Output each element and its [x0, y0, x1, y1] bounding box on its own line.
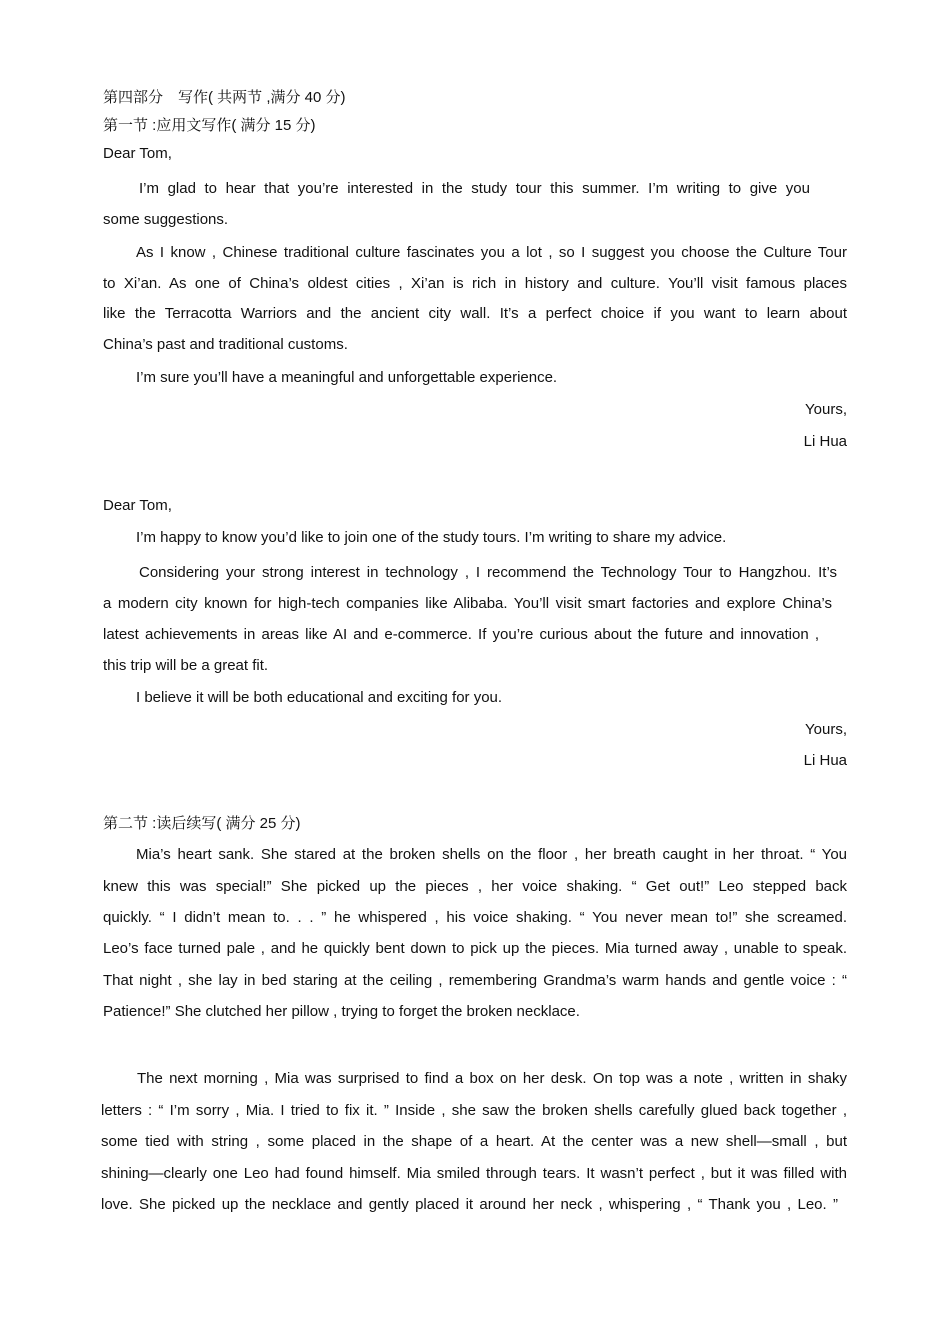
story-para1-line: quickly. “ I didn’t mean to. . . ” he whispered , his voice shaking. “ You never mean to!” she screamed. — [103, 909, 847, 926]
story-para2-line: some tied with string , some placed in the shape of a heart. At the center was a new shell—small , but — [101, 1133, 847, 1150]
letter2-line: I’m happy to know you’d like to join one of the study tours. I’m writing to share my advice. — [136, 529, 727, 546]
letter1-line: to Xi’an. As one of China’s oldest cities , Xi’an is rich in history and culture. You’ll visit famous places — [103, 275, 847, 292]
letter1-signature: Li Hua — [803, 433, 847, 450]
letter1-line: some suggestions. — [103, 211, 229, 228]
story-para1-line: knew this was special!” She picked up the pieces , her voice shaking. “ Get out!” Leo stepped back — [103, 878, 847, 895]
letter2-line: I believe it will be both educational and exciting for you. — [136, 689, 503, 706]
letter1-line: As I know , Chinese traditional culture fascinates you a lot , so I suggest you choose the Culture Tour — [136, 244, 847, 261]
letter2-salutation: Dear Tom, — [103, 497, 172, 514]
letter2-line: Considering your strong interest in technology , I recommend the Technology Tour to Hangzhou. It’s — [139, 564, 837, 581]
story-para1-line: Patience!” She clutched her pillow , trying to forget the broken necklace. — [103, 1003, 580, 1020]
story-para1-line: That night , she lay in bed staring at the ceiling , remembering Grandma’s warm hands and gentle voice : “ — [103, 972, 847, 989]
letter1-salutation: Dear Tom, — [103, 145, 172, 162]
letter2-line: latest achievements in areas like AI and e-commerce. If you’re curious about the future and innovation , — [103, 626, 819, 643]
story-para2-line: shining—clearly one Leo had found himself. Mia smiled through tears. It wasn’t perfect , but it was filled with — [101, 1165, 847, 1182]
letter1-line: I’m glad to hear that you’re interested in the study tour this summer. I’m writing to give you — [139, 180, 810, 197]
section1-title: 第一节 :应用文写作( 满分 15 分) — [103, 117, 316, 134]
section2-title: 第二节 :读后续写( 满分 25 分) — [103, 815, 301, 832]
story-para1-line: Mia’s heart sank. She stared at the broken shells on the floor , her breath caught in her throat. “ You — [136, 846, 847, 863]
story-para1-line: Leo’s face turned pale , and he quickly bent down to pick up the pieces. Mia turned away , unable to speak. — [103, 940, 847, 957]
letter2-line: this trip will be a great fit. — [103, 657, 269, 674]
letter2-closing: Yours, — [805, 721, 847, 738]
letter1-line: like the Terracotta Warriors and the ancient city wall. It’s a perfect choice if you want to learn about — [103, 305, 847, 322]
letter1-line: China’s past and traditional customs. — [103, 336, 348, 353]
part-title: 第四部分 写作( 共两节 ,满分 40 分) — [103, 89, 346, 106]
letter1-line: I’m sure you’ll have a meaningful and unforgettable experience. — [136, 369, 558, 386]
letter2-line: a modern city known for high-tech companies like Alibaba. You’ll visit smart factories and explore China’s — [103, 595, 832, 612]
letter2-signature: Li Hua — [803, 752, 847, 769]
story-para2-line: The next morning , Mia was surprised to find a box on her desk. On top was a note , written in shaky — [137, 1070, 847, 1087]
story-para2-line: letters : “ I’m sorry , Mia. I tried to fix it. ” Inside , she saw the broken shells carefully glued back together , — [101, 1102, 847, 1119]
story-para2-line: love. She picked up the necklace and gently placed it around her neck , whispering , “ Thank you , Leo. ” — [101, 1196, 838, 1213]
letter1-closing: Yours, — [805, 401, 847, 418]
